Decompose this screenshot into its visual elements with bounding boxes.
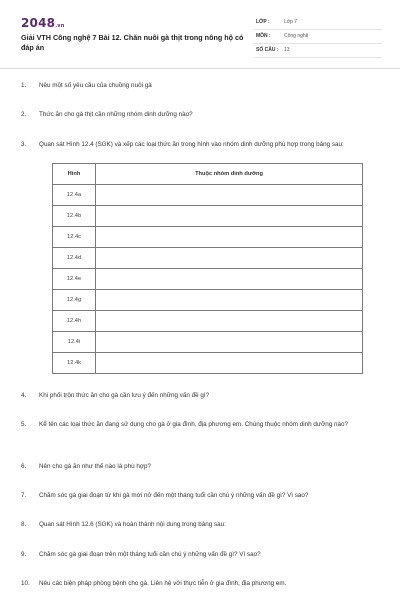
question-text: Khi phối trộn thức ăn cho gà cần lưu ý đến những vấn đề gì? [39, 392, 210, 399]
logo-suffix: .vn [55, 23, 65, 29]
question-number: 4. [21, 392, 27, 399]
question-number: 9. [21, 551, 27, 558]
question-text: Thức ăn cho gà thịt cần những nhóm dinh dưỡng nào? [39, 111, 193, 118]
answer-cell[interactable] [96, 185, 363, 206]
question-number: 8. [21, 521, 27, 528]
question-number: 3. [21, 141, 27, 148]
table-row [53, 269, 363, 290]
meta-info [254, 16, 382, 58]
column-header-group: Thuộc nhóm dinh dưỡng [96, 164, 363, 185]
answer-cell[interactable] [96, 269, 363, 290]
meta-row-subject [254, 30, 382, 44]
question-number: 7. [21, 492, 27, 499]
question-number: 1. [21, 82, 27, 89]
document-header [0, 0, 400, 69]
meta-row-class [254, 16, 382, 30]
figure-cell: 12.4e [53, 269, 96, 290]
table-row [53, 206, 363, 227]
answer-cell[interactable] [96, 311, 363, 332]
meta-value: Công nghệ [284, 33, 309, 39]
table-row [53, 311, 363, 332]
question-number: 2. [21, 111, 27, 118]
column-header-figure: Hình [53, 164, 96, 185]
logo-main: 2048 [21, 16, 56, 30]
meta-key: MÔN : [256, 33, 271, 39]
question-number: 6. [21, 463, 27, 470]
table-header-row [53, 164, 363, 185]
answer-cell[interactable] [96, 353, 363, 374]
table-row [53, 353, 363, 374]
meta-key: LỚP : [256, 19, 270, 25]
table-row [53, 248, 363, 269]
answer-cell[interactable] [96, 290, 363, 311]
question-text: Nêu các biện pháp phòng bệnh cho gà. Liên hệ với thực tiễn ở gia đình, địa phương em. [39, 580, 287, 587]
figure-cell: 12.4b [53, 206, 96, 227]
figure-cell: 12.4i [53, 332, 96, 353]
site-logo[interactable] [21, 16, 65, 30]
nutrition-table [52, 163, 363, 374]
figure-cell: 12.4a [53, 185, 96, 206]
answer-cell[interactable] [96, 227, 363, 248]
document-title: Giải VTH Công nghệ 7 Bài 12. Chăn nuôi gà thịt trong nông hộ có đáp án [21, 33, 244, 52]
question-text: Quan sát Hình 12.4 (SGK) và xếp các loại thức ăn trong hình vào nhóm dinh dưỡng phù hợp trong bảng sau: [39, 141, 344, 148]
table-row [53, 227, 363, 248]
figure-cell: 12.4c [53, 227, 96, 248]
question-text: Nên cho gà ăn như thế nào là phù hợp? [39, 463, 151, 470]
figure-cell: 12.4g [53, 290, 96, 311]
answer-cell[interactable] [96, 248, 363, 269]
table-row [53, 290, 363, 311]
meta-row-count [254, 44, 382, 58]
figure-cell: 12.4k [53, 353, 96, 374]
table-row [53, 185, 363, 206]
question-number: 5. [21, 421, 27, 428]
question-text: Quan sát Hình 12.6 (SGK) và hoàn thành nội dung trong bảng sau: [39, 521, 226, 528]
meta-key: SỐ CÂU : [256, 47, 279, 53]
question-text: Chăm sóc gà giai đoạn từ khi gà mới nở đến một tháng tuổi cần chú ý những vấn đề gì? Vì sao? [39, 492, 309, 499]
meta-value: 13 [284, 47, 290, 53]
answer-cell[interactable] [96, 206, 363, 227]
answer-cell[interactable] [96, 332, 363, 353]
question-text: Kể tên các loại thức ăn đang sử dụng cho gà ở gia đình, địa phương em. Chúng thuộc nhóm dinh dưỡng nào? [39, 421, 348, 428]
figure-cell: 12.4d [53, 248, 96, 269]
question-text: Chăm sóc gà giai đoạn trên một tháng tuổi cần chú ý những vấn đề gì? Vì sao? [39, 551, 261, 558]
figure-cell: 12.4h [53, 311, 96, 332]
meta-value: Lớp 7 [284, 19, 298, 25]
table-row [53, 332, 363, 353]
question-number: 10. [21, 580, 30, 587]
question-text: Nêu một số yêu cầu của chuồng nuôi gà [39, 82, 152, 89]
